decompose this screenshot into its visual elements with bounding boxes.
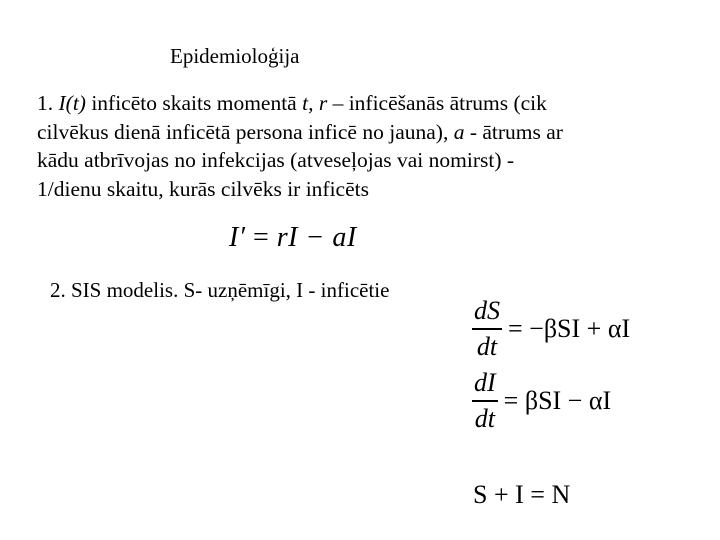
page-title: Epidemioloģija — [170, 44, 300, 68]
var-a: a — [453, 119, 465, 144]
item-1-line-2-end: - ātrums ar — [464, 119, 563, 144]
equation-1 — [229, 222, 357, 254]
item-2-heading: 2. SIS modelis. S- uzņēmīgi, I - inficētie — [50, 278, 390, 302]
equation-1-lhs: I′ — [229, 222, 246, 253]
equation-population-sum: S + I = N — [473, 480, 571, 509]
fraction-bar — [472, 400, 498, 402]
fraction-dI-numerator: dI — [474, 368, 496, 397]
equation-1-equals: = — [245, 222, 277, 253]
var-I-of-t: I(t) — [58, 91, 86, 115]
item-1-text-a: inficēto skaits momentā — [85, 91, 303, 115]
equation-dS-dt — [472, 296, 630, 362]
equation-1-rhs: rI − aI — [276, 222, 357, 253]
fraction-dI-dt — [472, 368, 498, 434]
equation-dI-rhs: = βSI − αI — [503, 386, 612, 415]
equation-dI-dt — [472, 368, 611, 434]
item-1-text-b: – inficēšanās ātrums (cik — [327, 91, 547, 115]
item-1-number: 1. — [37, 91, 54, 115]
item-1-line-4: 1/dienu skaitu, kurās cilvēks ir inficēts — [37, 176, 369, 201]
fraction-dS-numerator: dS — [474, 296, 500, 325]
item-1-paragraph — [37, 89, 677, 203]
item-1-line-3: kādu atbrīvojas no infekcijas (atveseļojas vai nomirst) - — [37, 148, 515, 172]
item-1-line-2 — [37, 118, 677, 147]
fraction-dS-dt — [472, 296, 502, 362]
item-1-line-1 — [37, 89, 677, 118]
var-t-r: t, r — [302, 91, 328, 115]
fraction-dI-denominator: dt — [474, 404, 495, 433]
fraction-dS-denominator: dt — [476, 332, 498, 361]
fraction-bar — [472, 328, 502, 330]
equation-dS-rhs: = −βSI + αI — [508, 314, 631, 343]
item-1-line-2-text: cilvēkus dienā inficētā persona inficē no jauna), — [37, 119, 449, 144]
